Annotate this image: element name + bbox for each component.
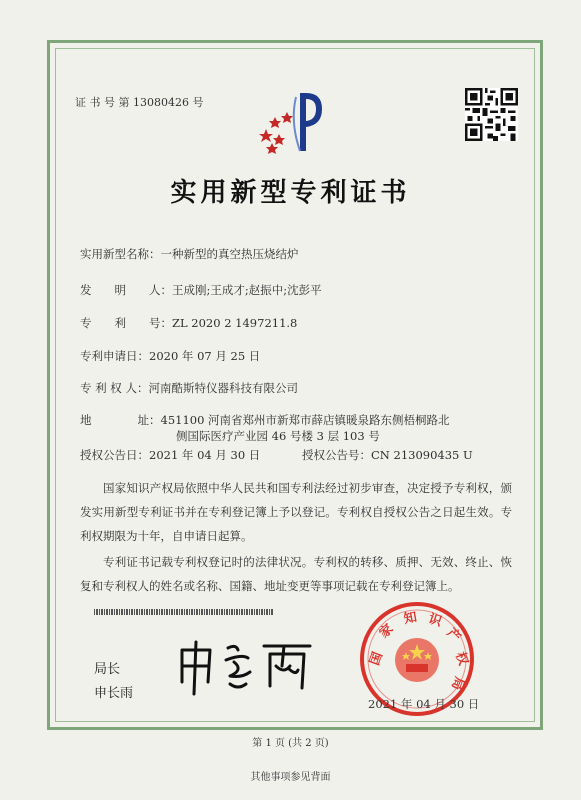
field-utility-model-name [80, 246, 299, 262]
footer-note: 其他事项参见背面 [250, 772, 331, 783]
statement-paragraph-2: 专利证书记载专利权登记时的法律状况。专利权的转移、质押、无效、终止、恢复和专利权人的姓名或名称、国籍、地址变更等事项记载在专利登记簿上。 [80, 555, 512, 593]
cnipa-logo-icon [256, 87, 328, 157]
field-value: 2021 年 04 月 30 日 [149, 448, 261, 462]
statement-paragraph-1: 国家知识产权局依照中华人民共和国专利法经过初步审查，决定授予专利权，颁发实用新型专利证书并在专利登记簿上予以登记。专利权自授权公告之日起生效。专利权期限为十年，自申请日起算。 [80, 481, 512, 543]
field-patent-number [80, 315, 297, 331]
field-address-line2: 侧国际医疗产业园 46 号楼 3 层 103 号 [176, 429, 380, 443]
svg-text:国: 国 [367, 650, 386, 668]
field-grant-number [302, 447, 473, 463]
qr-code-icon [465, 88, 518, 141]
certificate-number: 证 书 号 第 13080426 号 [75, 96, 204, 109]
svg-text:权: 权 [452, 650, 471, 668]
field-application-date [80, 348, 260, 364]
field-inventor [80, 282, 322, 298]
signature-image [172, 636, 322, 696]
field-value: CN 213090435 U [371, 448, 473, 462]
svg-text:家: 家 [376, 621, 397, 642]
field-value: 河南酷斯特仪器科技有限公司 [148, 381, 298, 395]
field-value: ZL 2020 2 1497211.8 [172, 316, 298, 330]
certificate-title: 实用新型专利证书 [170, 178, 411, 208]
chief-label: 局长 [94, 662, 121, 677]
field-grant-date [80, 447, 260, 463]
field-value: 一种新型的真空热压烧结炉 [160, 247, 299, 261]
field-label: 专 利 号： [80, 316, 172, 330]
field-label: 专利申请日： [80, 349, 149, 363]
field-value: 451100 河南省郑州市新郑市薛店镇暖泉路东侧梧桐路北 [160, 413, 450, 427]
field-label: 授权公告号： [302, 448, 371, 462]
svg-text:知: 知 [402, 610, 419, 628]
field-label: 实用新型名称： [80, 247, 161, 261]
field-address [80, 412, 450, 428]
seal-date: 2021 年 04 月 30 日 [368, 697, 480, 711]
field-label: 地 址： [80, 413, 161, 427]
field-label: 授权公告日： [80, 448, 149, 462]
chief-name: 申长雨 [94, 686, 134, 701]
field-value: 王成刚;王成才;赵振中;沈彭平 [172, 283, 322, 297]
field-value: 2020 年 07 月 25 日 [149, 349, 261, 363]
barcode-strip [94, 609, 274, 615]
field-label: 发 明 人： [80, 283, 172, 297]
svg-text:局: 局 [448, 674, 467, 692]
page-number: 第 1 页 (共 2 页) [252, 738, 329, 749]
svg-text:产: 产 [443, 625, 464, 646]
field-label: 专 利 权 人： [80, 381, 149, 395]
field-patentee [80, 380, 298, 396]
svg-text:识: 识 [426, 611, 444, 630]
